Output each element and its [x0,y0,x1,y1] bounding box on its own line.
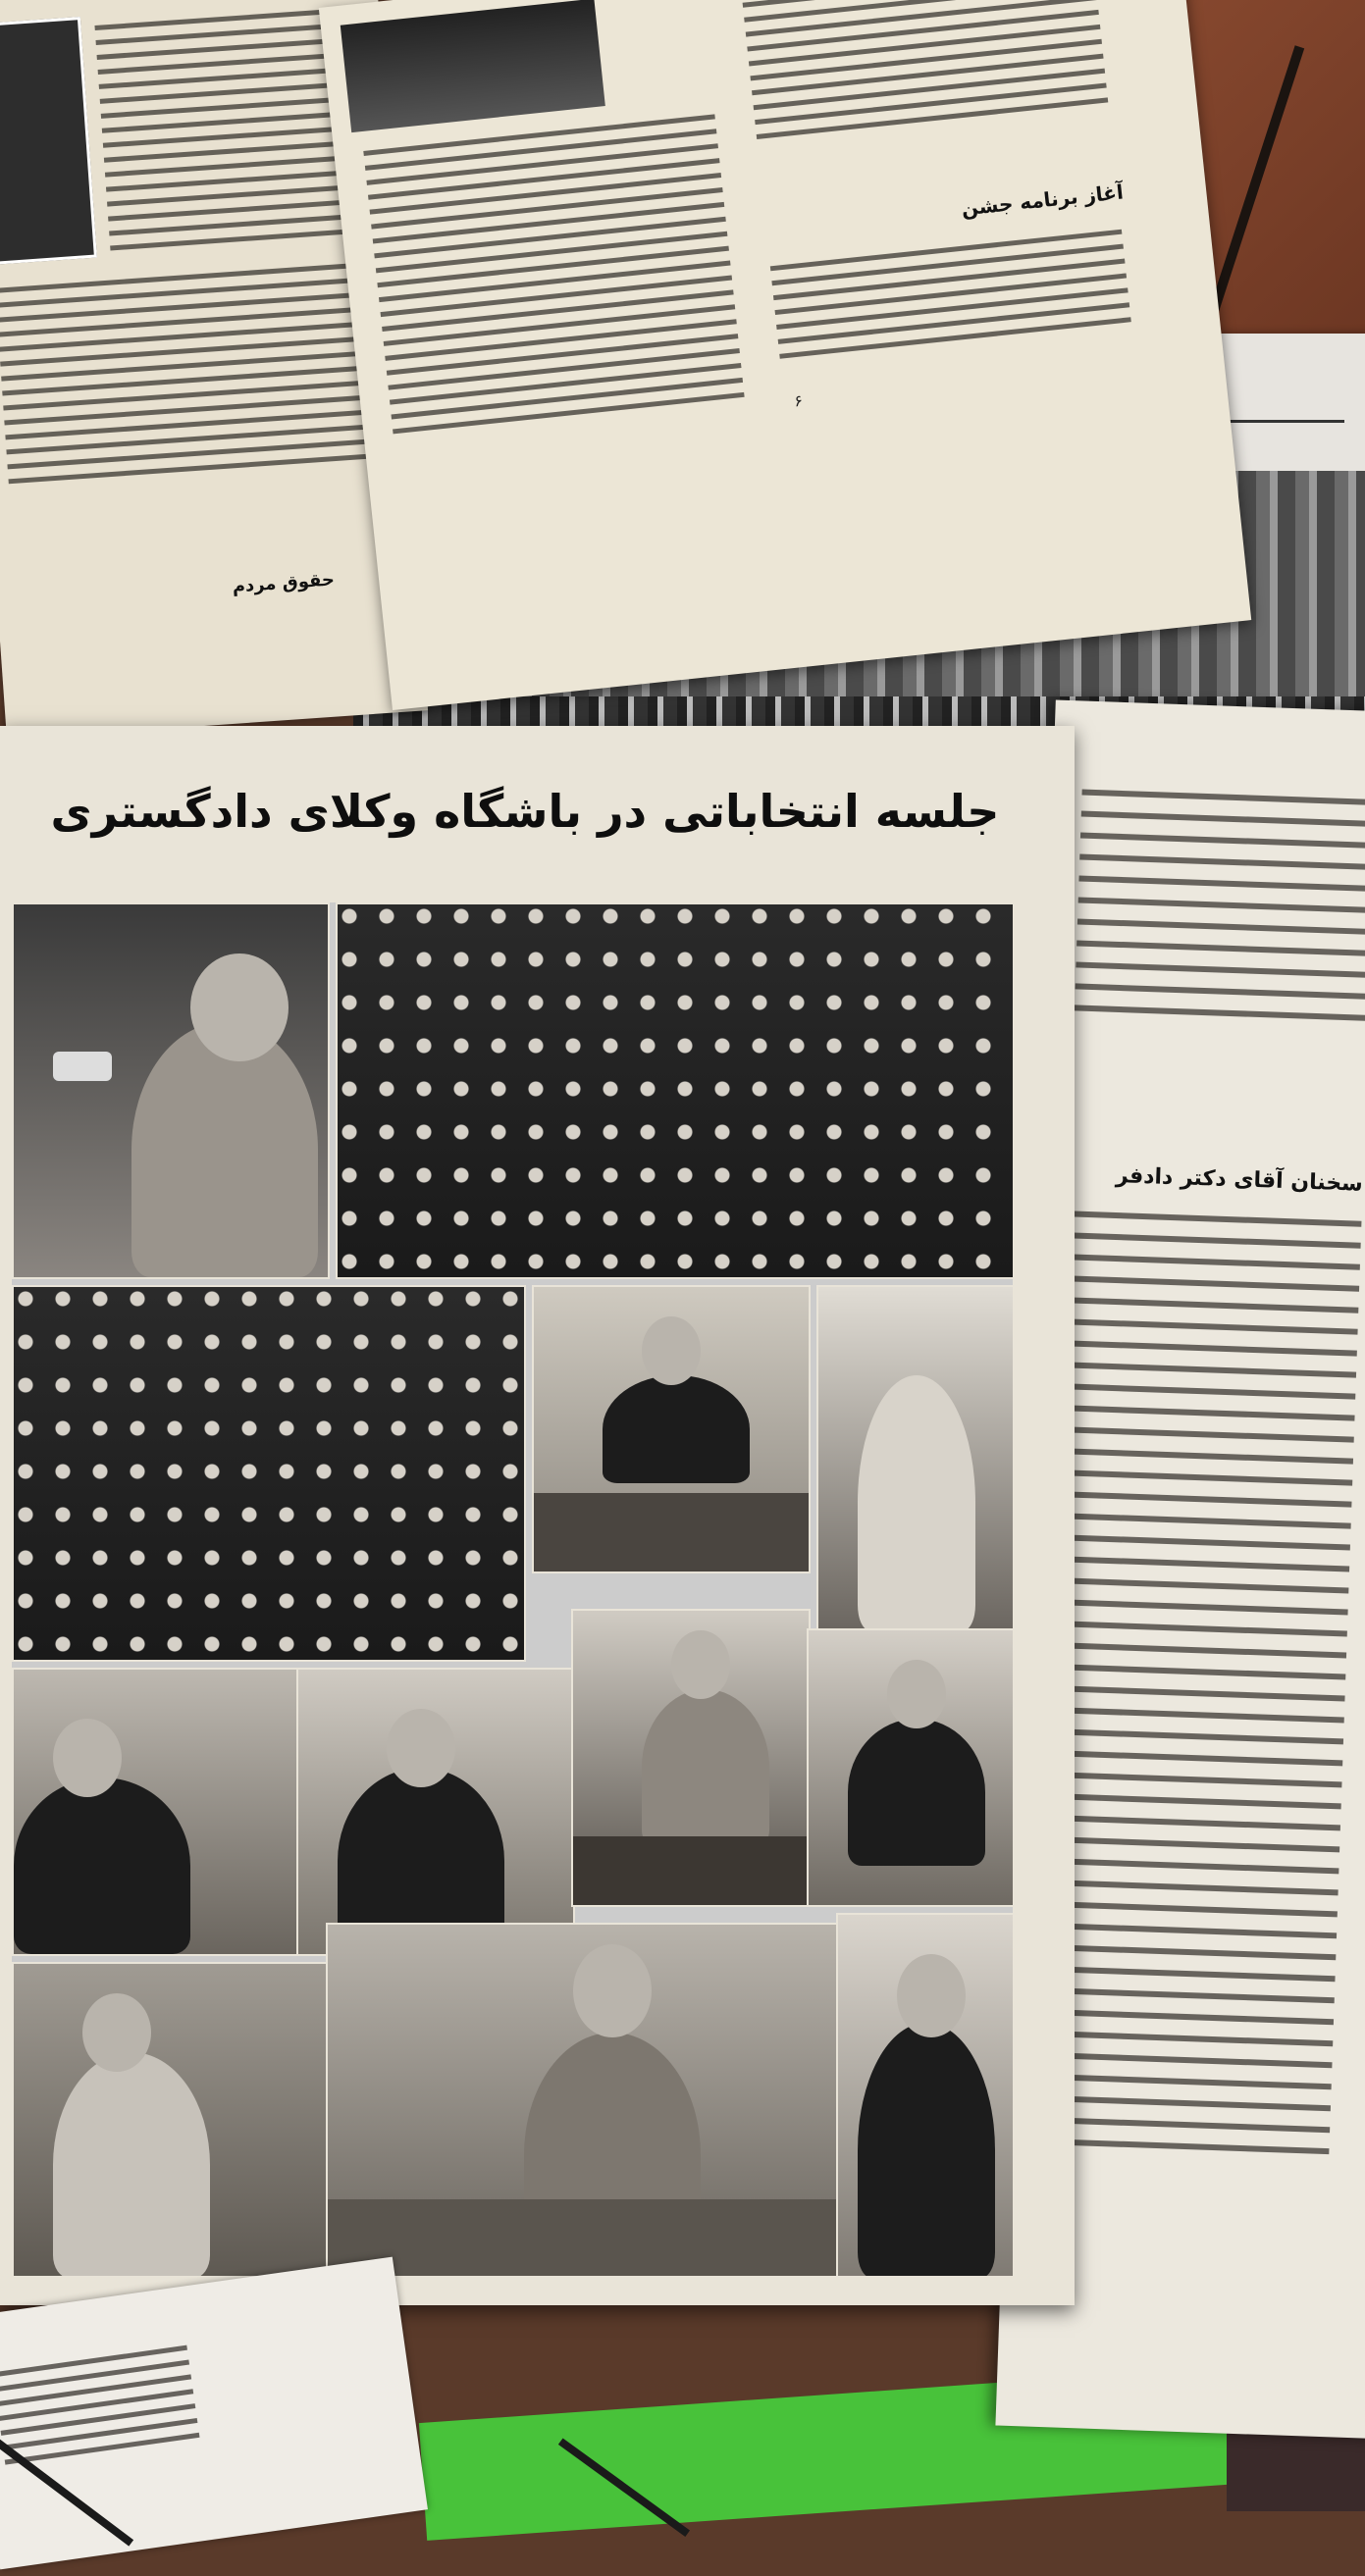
speaker-head [897,1954,966,2037]
speaker-figure [848,1719,985,1866]
right-page-column-1 [363,114,744,434]
collage-photo-speaker-3 [816,1285,1013,1632]
collage-photo-speaker-10 [836,1913,1013,2276]
collage-photo-speaker-5 [296,1668,575,1956]
speaker-figure [53,2052,210,2276]
speaker-head [573,1944,652,2037]
green-sheet-stripe [558,2438,690,2537]
collage-photo-speaker-1 [12,902,330,1279]
speaker-figure [642,1689,769,1846]
collage-photo-audience-1 [336,902,1013,1279]
collage-photo-speaker-6 [571,1609,811,1907]
left-column-footer: حقوق مردم [231,569,336,597]
podium [573,1836,809,1905]
right-page-column-2 [743,0,1109,139]
podium [328,2199,838,2276]
right-page-column-3 [770,230,1131,359]
speaker-head [387,1709,455,1787]
article-text-body [1034,1211,1361,2154]
sheet-rule [1217,420,1344,423]
article-subheading: سخنان آقای دکتر دادفر [1115,1162,1364,1197]
collage-photo-speaker-7 [807,1628,1013,1907]
speaker-figure [603,1375,750,1483]
top-page-photo [341,0,605,132]
collage-photo-speaker-4 [12,1668,300,1956]
bottom-left-page [0,2257,428,2570]
podium [534,1493,809,1571]
speaker-head [887,1660,946,1728]
collage-photo-speaker-2 [532,1285,811,1573]
speaker-figure [131,1022,318,1277]
main-magazine-page [0,726,1075,2305]
section-heading: آغاز برنامه جشن [960,180,1125,221]
speaker-head [190,953,289,1061]
speaker-head [53,1719,122,1797]
speaker-head [82,1993,151,2072]
collage-photo-speaker-9 [326,1923,840,2276]
article-text-top [1075,790,1365,1021]
portrait-photo [0,17,97,265]
left-page-text-lower [0,262,381,484]
article-title: جلسه انتخاباتی در باشگاه وکلای دادگستری [50,785,1000,838]
bottom-left-text [0,2345,199,2465]
collage-photo-audience-2 [12,1285,526,1662]
microphone-icon [53,1052,112,1081]
speaker-figure [858,1375,975,1630]
page-number: ۶ [793,390,804,411]
speaker-head [642,1316,701,1385]
photo-collage [12,902,1013,2276]
speaker-figure [858,2023,995,2276]
top-magazine-right-page [319,0,1251,710]
collage-photo-speaker-8 [12,1962,330,2276]
speaker-figure [14,1777,190,1954]
speaker-head [671,1630,730,1699]
